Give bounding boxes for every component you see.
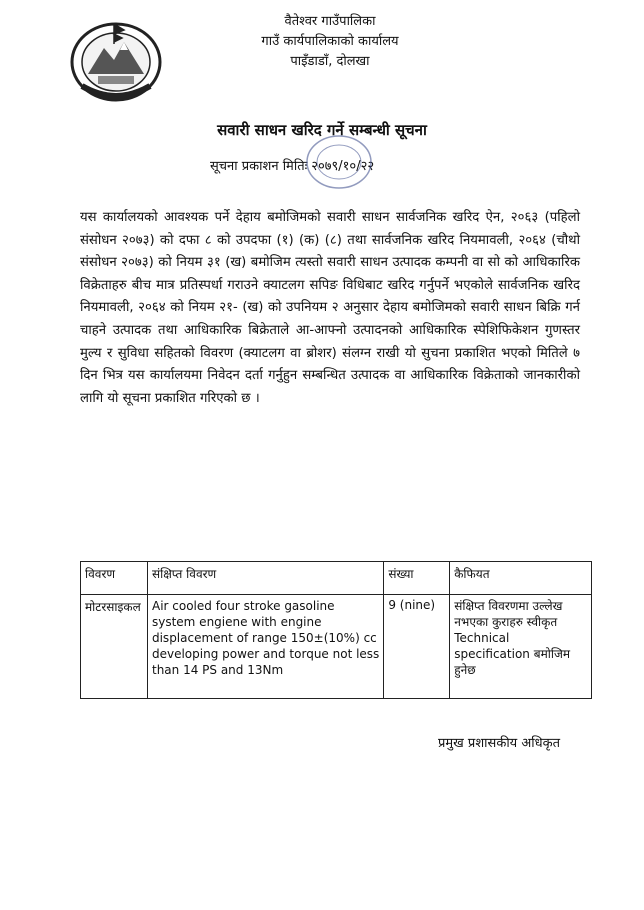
signatory-title: प्रमुख प्रशासकीय अधिकृत [438, 736, 561, 751]
cell-remarks: संक्षिप्त विवरणमा उल्लेख नभएका कुराहरु स्वीकृत Technical specification बमोजिम हुनेछ [450, 595, 592, 699]
column-header-description: संक्षिप्त विवरण [147, 562, 383, 595]
specification-table [80, 561, 592, 699]
notice-title: सवारी साधन खरिद गर्ने सम्बन्धी सूचना [217, 121, 427, 139]
cell-item: मोटरसाइकल [81, 595, 148, 699]
office-name: गाउँ कार्यपालिकाको कार्यालय [261, 34, 399, 49]
municipality-name: वैतेश्वर गाउँपालिका [284, 14, 376, 29]
office-stamp-icon [304, 132, 374, 192]
table-header-row [81, 562, 592, 595]
publication-date-value: २०७९/१०/२२ [311, 159, 375, 174]
column-header-item: विवरण [81, 562, 148, 595]
table-row [81, 595, 592, 699]
office-address: पाइँडाडाँ, दोलखा [290, 54, 370, 69]
column-header-quantity: संख्या [384, 562, 450, 595]
cell-description: Air cooled four stroke gasoline system engiene with engine displacement of range 150±(10%) cc developing power and torque not less than 14 PS and 13Nm [147, 595, 383, 699]
government-emblem-icon [68, 14, 164, 104]
office-header [180, 12, 480, 72]
notice-body: यस कार्यालयको आवश्यक पर्ने देहाय बमोजिमको सवारी साधन सार्वजनिक खरिद ऐन, २०६३ (पहिलो संसोधन २०७३) को दफा ८ को उपदफा (१) (क) (८) तथा सार्वजनिक खरिद नियमावली, २०६४ (चौथो संसोधन २०७३) को नियम ३१ (ख) बमोजिम त्यस्तो सवारी साधन उत्पादक कम्पनी वा सो को आधिकारिक विक्रेताहरु बीच मात्र प्रतिस्पर्धा गराउने क्याटलग सपिङ विधिबाट खरिद गर्नुपर्ने भएकोले सार्वजनिक खरिद नियमावली, २०६४ को नियम २१- (ख) को उपनियम २ अनुसार देहाय बमोजिमको सवारी साधन बिक्रि गर्न चाहने उत्पादक तथा आधिकारिक बिक्रेताले आ-आफ्नो उत्पादनको आधिकारिक स्पेशिफिकेशन गुणस्तर मुल्य र सुविधा सहितको विवरण (क्याटलग वा ब्रोशर) संलग्न राखी यो सुचना प्रकाशित भएको मितिले ७ दिन भित्र यस कार्यालयमा निवेदन दर्ता गर्नुहुन सम्बन्धित उत्पादक वा आधिकारिक विक्रेताको जानकारीको लागि यो सूचना प्रकाशित गरिएको छ । [80, 210, 580, 406]
cell-quantity: 9 (nine) [384, 595, 450, 699]
column-header-remarks: कैफियत [450, 562, 592, 595]
publication-date-label: सूचना प्रकाशन मितिः [210, 159, 308, 174]
